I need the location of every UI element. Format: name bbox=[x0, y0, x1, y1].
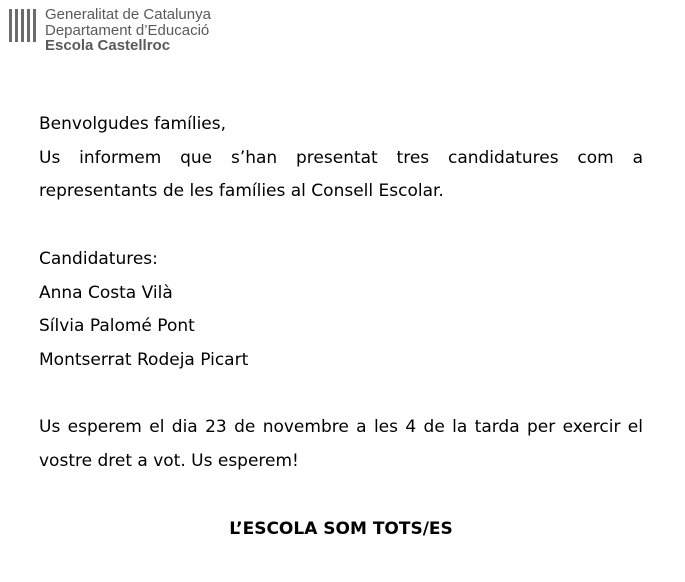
candidate-name: Sílvia Palomé Pont bbox=[39, 316, 195, 337]
letter-intro: Us informem que s’han presentat tres candidatures com a representants de les famílies al Consell Escolar. bbox=[39, 147, 643, 202]
letter-greeting: Benvolgudes famílies, bbox=[39, 114, 227, 134]
candidates-heading: Candidatures: bbox=[39, 248, 158, 269]
paragraph-spacer bbox=[39, 209, 643, 243]
paragraph-spacer bbox=[39, 378, 643, 412]
letterhead bbox=[9, 7, 211, 54]
letter-body bbox=[39, 108, 643, 479]
candidate-name: Montserrat Rodeja Picart bbox=[39, 349, 249, 370]
letterhead-text bbox=[45, 7, 211, 54]
catalonia-flag-emblem-icon bbox=[9, 9, 36, 42]
letterhead-department: Departament d’Educació bbox=[45, 21, 210, 39]
school-motto: L’ESCOLA SOM TOTS/ES bbox=[229, 519, 453, 539]
letterhead-school: Escola Castellroc bbox=[45, 37, 171, 54]
letter-closing: Us esperem el dia 23 de novembre a les 4 de la tarda per exercir el vostre dret a vot. Us esperem! bbox=[39, 417, 643, 471]
letterhead-institution: Generalitat de Catalunya bbox=[45, 6, 211, 23]
candidate-name: Anna Costa Vilà bbox=[39, 282, 173, 303]
